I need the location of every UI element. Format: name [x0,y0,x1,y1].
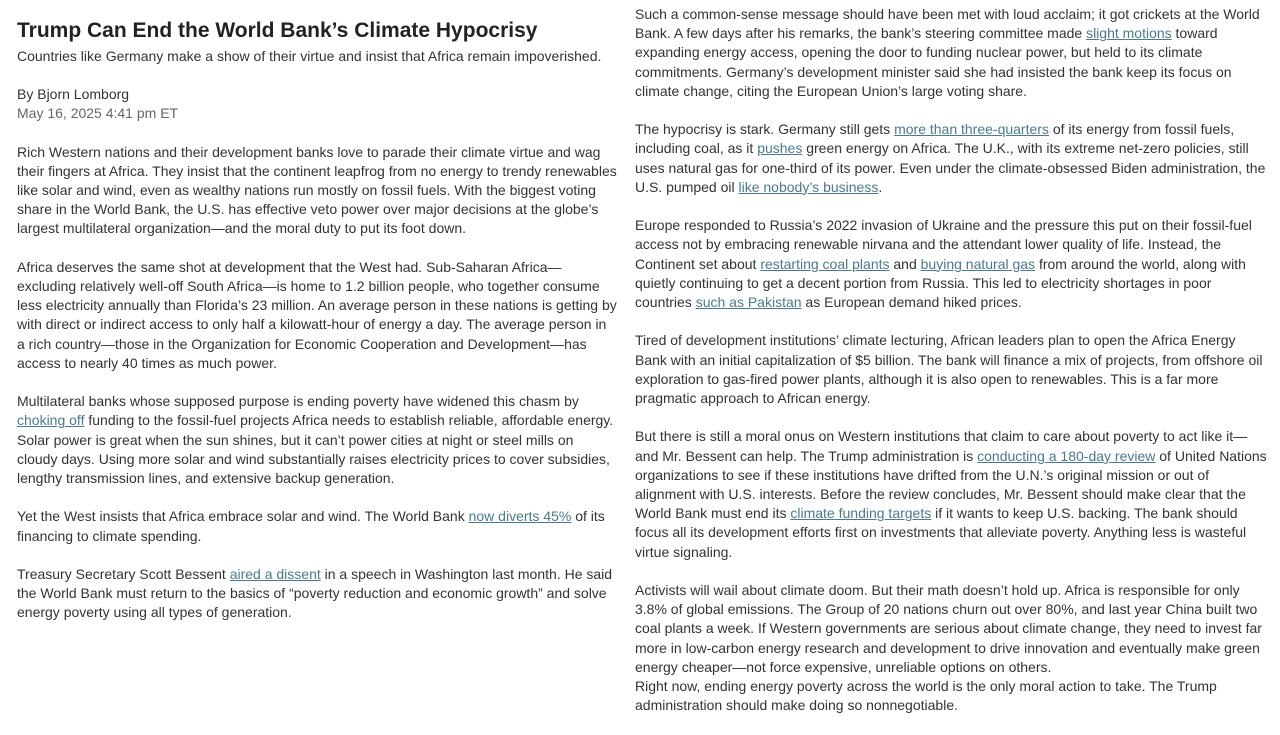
link-slight-motions[interactable]: slight motions [1086,25,1172,42]
article-title: Trump Can End the World Bank’s Climate Hypocrisy [17,19,538,42]
text-segment: of its financing to climate spending. [17,508,605,544]
article-date: May 16, 2025 4:41 pm ET [17,105,179,122]
link-more-than-three-quarters[interactable]: more than three-quarters [894,121,1049,138]
link-aired-a-dissent[interactable]: aired a dissent [229,566,321,583]
paragraph: Tired of development institutions’ climate lecturing, African leaders plan to open the Africa Energy Bank with an initial capitalization of $5 billion. The bank will finance a mix of projects, from offshore oil exploration to gas-fired power plants, although it is also open to renewables. This is a far more pragmatic approach to African energy. [635,332,1263,407]
text-segment: toward expanding energy access, opening the door to funding nuclear power, but held to its climate commitments. Germany’s development minister said she had insisted the bank keep its focus on climate change, citing the European Union’s large voting share. [635,25,1232,99]
left-body [17,143,617,623]
paragraph: Africa deserves the same shot at development that the West had. Sub-Saharan Africa—excluding relatively well-off South Africa—is home to 1.2 billion people, who together consume less electricity annually than Florida’s 23 million. An average person in these nations is getting by with direct or indirect access to only half a kilowatt-hour of energy a day. The average person in a rich country—those in the Organization for Economic Cooperation and Development—has access to nearly 40 times as much power. [17,258,617,371]
paragraph [635,5,1270,101]
text-segment: Such a common-sense message should have been met with loud acclaim; it got crickets at the World Bank. A few days after his remarks, the bank’s steering committee made [635,6,1260,42]
text-segment: from around the world, along with quietly continuing to get a decent portion from Russia. This led to electricity shortages in poor countries [635,255,1246,311]
article-byline: By Bjorn Lomborg [17,86,130,103]
paragraph [17,565,617,623]
text-segment: of its energy from fossil fuels, including coal, as it [635,121,1235,157]
text-segment: and [889,255,921,272]
paragraph: Right now, ending energy poverty across the world is the only moral action to take. The Trump administration should make doing so nonnegotiable. [635,678,1217,714]
link-180-day-review[interactable]: conducting a 180-day review [977,447,1156,464]
paragraph [635,120,1270,197]
paragraph [635,427,1270,561]
paragraph: Rich Western nations and their development banks love to parade their climate virtue and wag their fingers at Africa. They insist that the continent leapfrog from no energy to trendy renewables like solar and wind, even as wealthy nations run mostly on fossil fuels. With the biggest voting share in the World Bank, the U.S. has effective veto power over major decisions at the globe’s largest multilateral organization—and the moral duty to put its foot down. [17,143,617,237]
link-buying-natural-gas[interactable]: buying natural gas [920,255,1036,272]
paragraph: Activists will wail about climate doom. But their math doesn’t hold up. Africa is responsible for only 3.8% of global emissions. The Group of 20 nations churn out over 80%, and last year China built two coal plants a week. If Western governments are serious about climate change, they need to invest far more in low-carbon energy research and development to drive innovation and eventually make green energy cheaper—not force expensive, unreliable options on others. [635,582,1262,675]
text-segment: The hypocrisy is stark. Germany still gets [635,121,895,138]
paragraph [17,392,617,488]
text-segment: Multilateral banks whose supposed purpose is ending poverty have widened this chasm by [17,393,579,410]
link-such-as-pakistan[interactable]: such as Pakistan [695,294,802,311]
text-segment: Europe responded to Russia’s 2022 invasion of Ukraine and the pressure this put on their fossil-fuel access not by embracing renewable nirvana and the attendant lower quality of life. Instead, the Continent set about [635,217,1252,272]
link-pushes[interactable]: pushes [757,140,803,157]
text-segment: Treasury Secretary Scott Bessent [17,566,230,583]
link-now-diverts[interactable]: now diverts 45% [468,508,572,525]
link-restarting-coal-plants[interactable]: restarting coal plants [760,255,890,272]
text-segment: Yet the West insists that Africa embrace solar and wind. The World Bank [17,508,469,525]
text-segment: But there is still a moral onus on Western institutions that claim to care about poverty to act like it—and Mr. Bessent can help. The Trump administration is [635,428,1248,464]
text-segment: of United Nations organizations to see if these institutions have drifted from the U.N.’s original mission or out of alignment with U.S. interests. Before the review concludes, Mr. Bessent should make clear that the World Bank must end its [635,447,1267,522]
paragraph [17,507,617,545]
text-segment: if it wants to keep U.S. backing. The bank should focus all its development efforts first on investments that alleviate poverty. Anything less is wasteful virtue signaling. [635,505,1247,560]
article-subtitle: Countries like Germany make a show of their virtue and insist that Africa remain impoverished. [17,48,602,64]
link-climate-funding-targets[interactable]: climate funding targets [790,505,932,522]
text-segment: green energy on Africa. The U.K., with its extreme net-zero policies, still uses natural gas for one-third of its power. Even under the climate-obsessed Biden administration, the U.S. pumped oil [635,140,1266,195]
right-column [635,5,1270,735]
link-like-nobodys-business[interactable]: like nobody’s business [738,178,879,195]
text-segment: as European demand hiked prices. [801,294,1022,311]
text-segment: . [878,178,883,195]
paragraph [635,216,1270,312]
left-column [17,18,617,642]
text-segment: funding to the fossil-fuel projects Africa needs to establish reliable, affordable energy. Solar power is great when the sun shines, but it can’t power cities at night or steel mills on cloudy days. Using more solar and wind substantially raises electricity prices to cover subsidies, lengthy transmission lines, and extensive backup generation. [17,412,614,487]
text-segment: in a speech in Washington last month. He said the World Bank must return to the basics of “poverty reduction and economic growth” and solve energy poverty using all types of generation. [17,566,613,621]
link-choking-off[interactable]: choking off [17,412,85,429]
